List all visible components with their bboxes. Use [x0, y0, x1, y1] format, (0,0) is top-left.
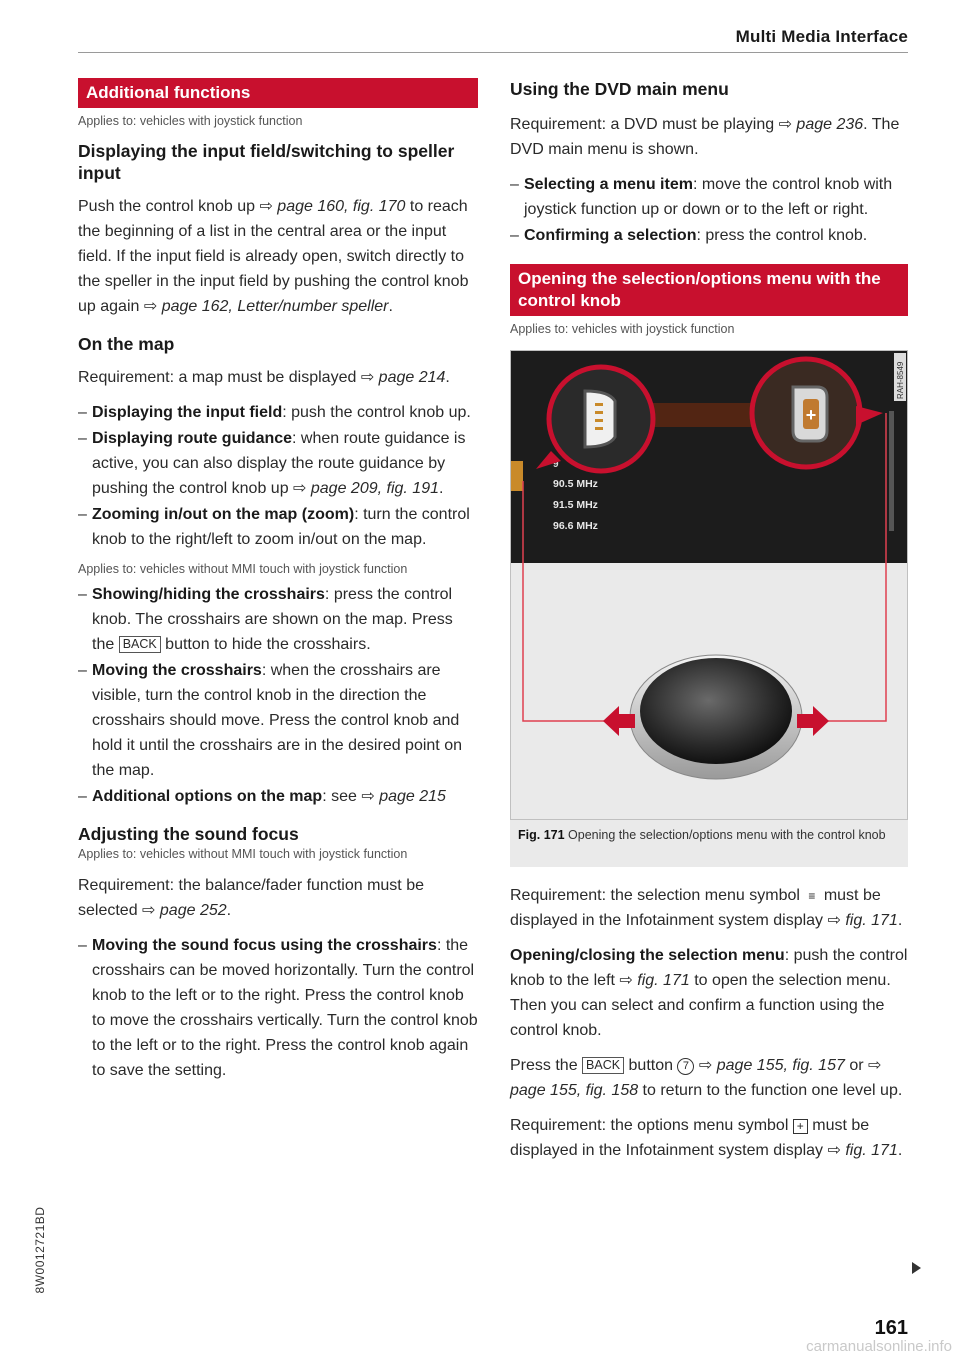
back-key: BACK — [119, 636, 161, 653]
page-reference[interactable]: ⇨ page 215 — [361, 788, 446, 805]
back-key: BACK — [582, 1057, 624, 1074]
header-rule — [78, 52, 908, 53]
dvd-requirement: Requirement: a DVD must be playing ⇨ page 236. The DVD main menu is shown. — [510, 116, 900, 158]
map-requirement: Requirement: a map must be displayed ⇨ page 214. — [78, 369, 450, 386]
section-banner-additional-functions: Additional functions — [78, 78, 478, 108]
running-head: Multi Media Interface — [735, 27, 908, 46]
frequency-item: 91.5 MHz — [553, 499, 598, 511]
frequency-partial: 9 — [553, 459, 559, 470]
scroll-bar — [889, 411, 894, 531]
page-reference[interactable]: ⇨ page 155, fig. 157 — [698, 1057, 845, 1074]
control-knob — [640, 658, 792, 764]
continue-arrow-icon — [912, 1262, 921, 1274]
selection-menu-symbol-icon: ≡ — [808, 889, 816, 903]
applies-note: Applies to: vehicles without MMI touch with joystick function — [78, 847, 408, 861]
heading-input-field: Displaying the input field/switching to speller input — [78, 141, 455, 183]
page-reference[interactable]: ⇨ page 214 — [360, 369, 446, 386]
paragraph-input-field: Push the control knob up ⇨ page 160, fig. 170 to reach the beginning of a list in the central area or the input field. If the input field is already open, switch directly to the speller in the input field by pushing the control knob up again ⇨ page 162, Letter/number speller. — [78, 198, 469, 315]
list-item: – Displaying the input field: push the control knob up. — [78, 400, 478, 425]
options-menu-symbol-icon: + — [793, 1119, 808, 1134]
page-reference[interactable]: ⇨ fig. 171 — [827, 1142, 898, 1159]
list-item: – Zooming in/out on the map (zoom): turn the control knob to the right/left to zoom in/out on the map. — [78, 502, 478, 552]
callout-number: 7 — [677, 1058, 694, 1075]
right-column — [510, 78, 908, 1173]
page-reference[interactable]: ⇨ page 155, fig. 158 — [510, 1057, 882, 1099]
list-item: – Showing/hiding the crosshairs: press the control knob. The crosshairs are shown on the map. Press the BACK button to hide the crosshairs. — [78, 582, 478, 657]
page-reference[interactable]: ⇨ page 162, Letter/number speller — [143, 298, 389, 315]
dvd-list — [510, 172, 908, 248]
sound-list — [78, 933, 478, 1083]
applies-note: Applies to: vehicles without MMI touch with joystick function — [78, 562, 408, 576]
frequency-item: 90.5 MHz — [553, 478, 598, 490]
applies-note: Applies to: vehicles with joystick function — [78, 114, 303, 128]
left-column — [78, 78, 478, 1093]
list-item: – Moving the sound focus using the crosshairs: the crosshairs can be moved horizontally. Turn the control knob to the left or to the right. Press the control knob to move the crosshairs vertically. Turn the control knob to the left or to the right. Press the control knob again to save the setting. — [78, 933, 478, 1083]
frequency-item: 96.6 MHz — [553, 520, 598, 532]
heading-sound-focus: Adjusting the sound focus — [78, 824, 299, 844]
page-reference[interactable]: ⇨ page 209, fig. 191 — [293, 480, 439, 497]
crosshairs-list — [78, 582, 478, 809]
options-requirement: Requirement: the options menu symbol + must be displayed in the Infotainment system display ⇨ fig. 171. — [510, 1117, 903, 1159]
list-item: – Additional options on the map: see ⇨ page 215 — [78, 784, 478, 809]
page-reference[interactable]: ⇨ page 236 — [778, 116, 864, 133]
applies-note: Applies to: vehicles with joystick function — [510, 322, 735, 336]
side-code: 8W0012721BD — [33, 1206, 47, 1294]
selection-requirement: Requirement: the selection menu symbol ≡ must be displayed in the Infotainment system display ⇨ fig. 171. — [510, 887, 903, 929]
page-reference[interactable]: ⇨ page 252 — [142, 902, 227, 919]
list-item: – Moving the crosshairs: when the crosshairs are visible, turn the control knob in the direction the crosshairs should move. Press the control knob and hold it until the crosshairs are in the desired point on the map. — [78, 658, 478, 783]
sound-requirement: Requirement: the balance/fader function must be selected ⇨ page 252. — [78, 877, 424, 919]
figure-171 — [510, 350, 908, 820]
map-list — [78, 400, 478, 552]
page-reference[interactable]: ⇨ fig. 171 — [827, 912, 898, 929]
watermark: carmanualsonline.info — [806, 1338, 952, 1355]
heading-dvd-menu: Using the DVD main menu — [510, 79, 729, 99]
page-reference[interactable]: ⇨ fig. 171 — [619, 972, 690, 989]
page-number: 161 — [874, 1317, 908, 1339]
back-paragraph: Press the BACK button 7 ⇨ page 155, fig. 157 or ⇨ page 155, fig. 158 to return to the function one level up. — [510, 1057, 903, 1099]
list-item: – Confirming a selection: press the control knob. — [510, 223, 908, 248]
svg-text:+: + — [805, 405, 817, 425]
page-reference[interactable]: ⇨ page 160, fig. 170 — [259, 198, 406, 215]
list-item: – Selecting a menu item: move the control knob with joystick function up or down or to the left or right. — [510, 172, 908, 222]
list-item: – Displaying route guidance: when route guidance is active, you can also display the route guidance by pushing the control knob up ⇨ page 209, fig. 191. — [78, 426, 478, 501]
selection-bar — [511, 461, 523, 491]
section-banner-selection-menu: Opening the selection/options menu with the control knob — [510, 264, 908, 316]
figure-illustration — [511, 351, 907, 819]
open-selection-paragraph: Opening/closing the selection menu: push the control knob to the left ⇨ fig. 171 to open the selection menu. Then you can select and confirm a function using the control knob. — [510, 947, 908, 1039]
figure-caption: Fig. 171 Opening the selection/options menu with the control knob — [510, 819, 908, 867]
figure-code: RAH-8549 — [896, 361, 905, 399]
heading-on-the-map: On the map — [78, 334, 175, 354]
